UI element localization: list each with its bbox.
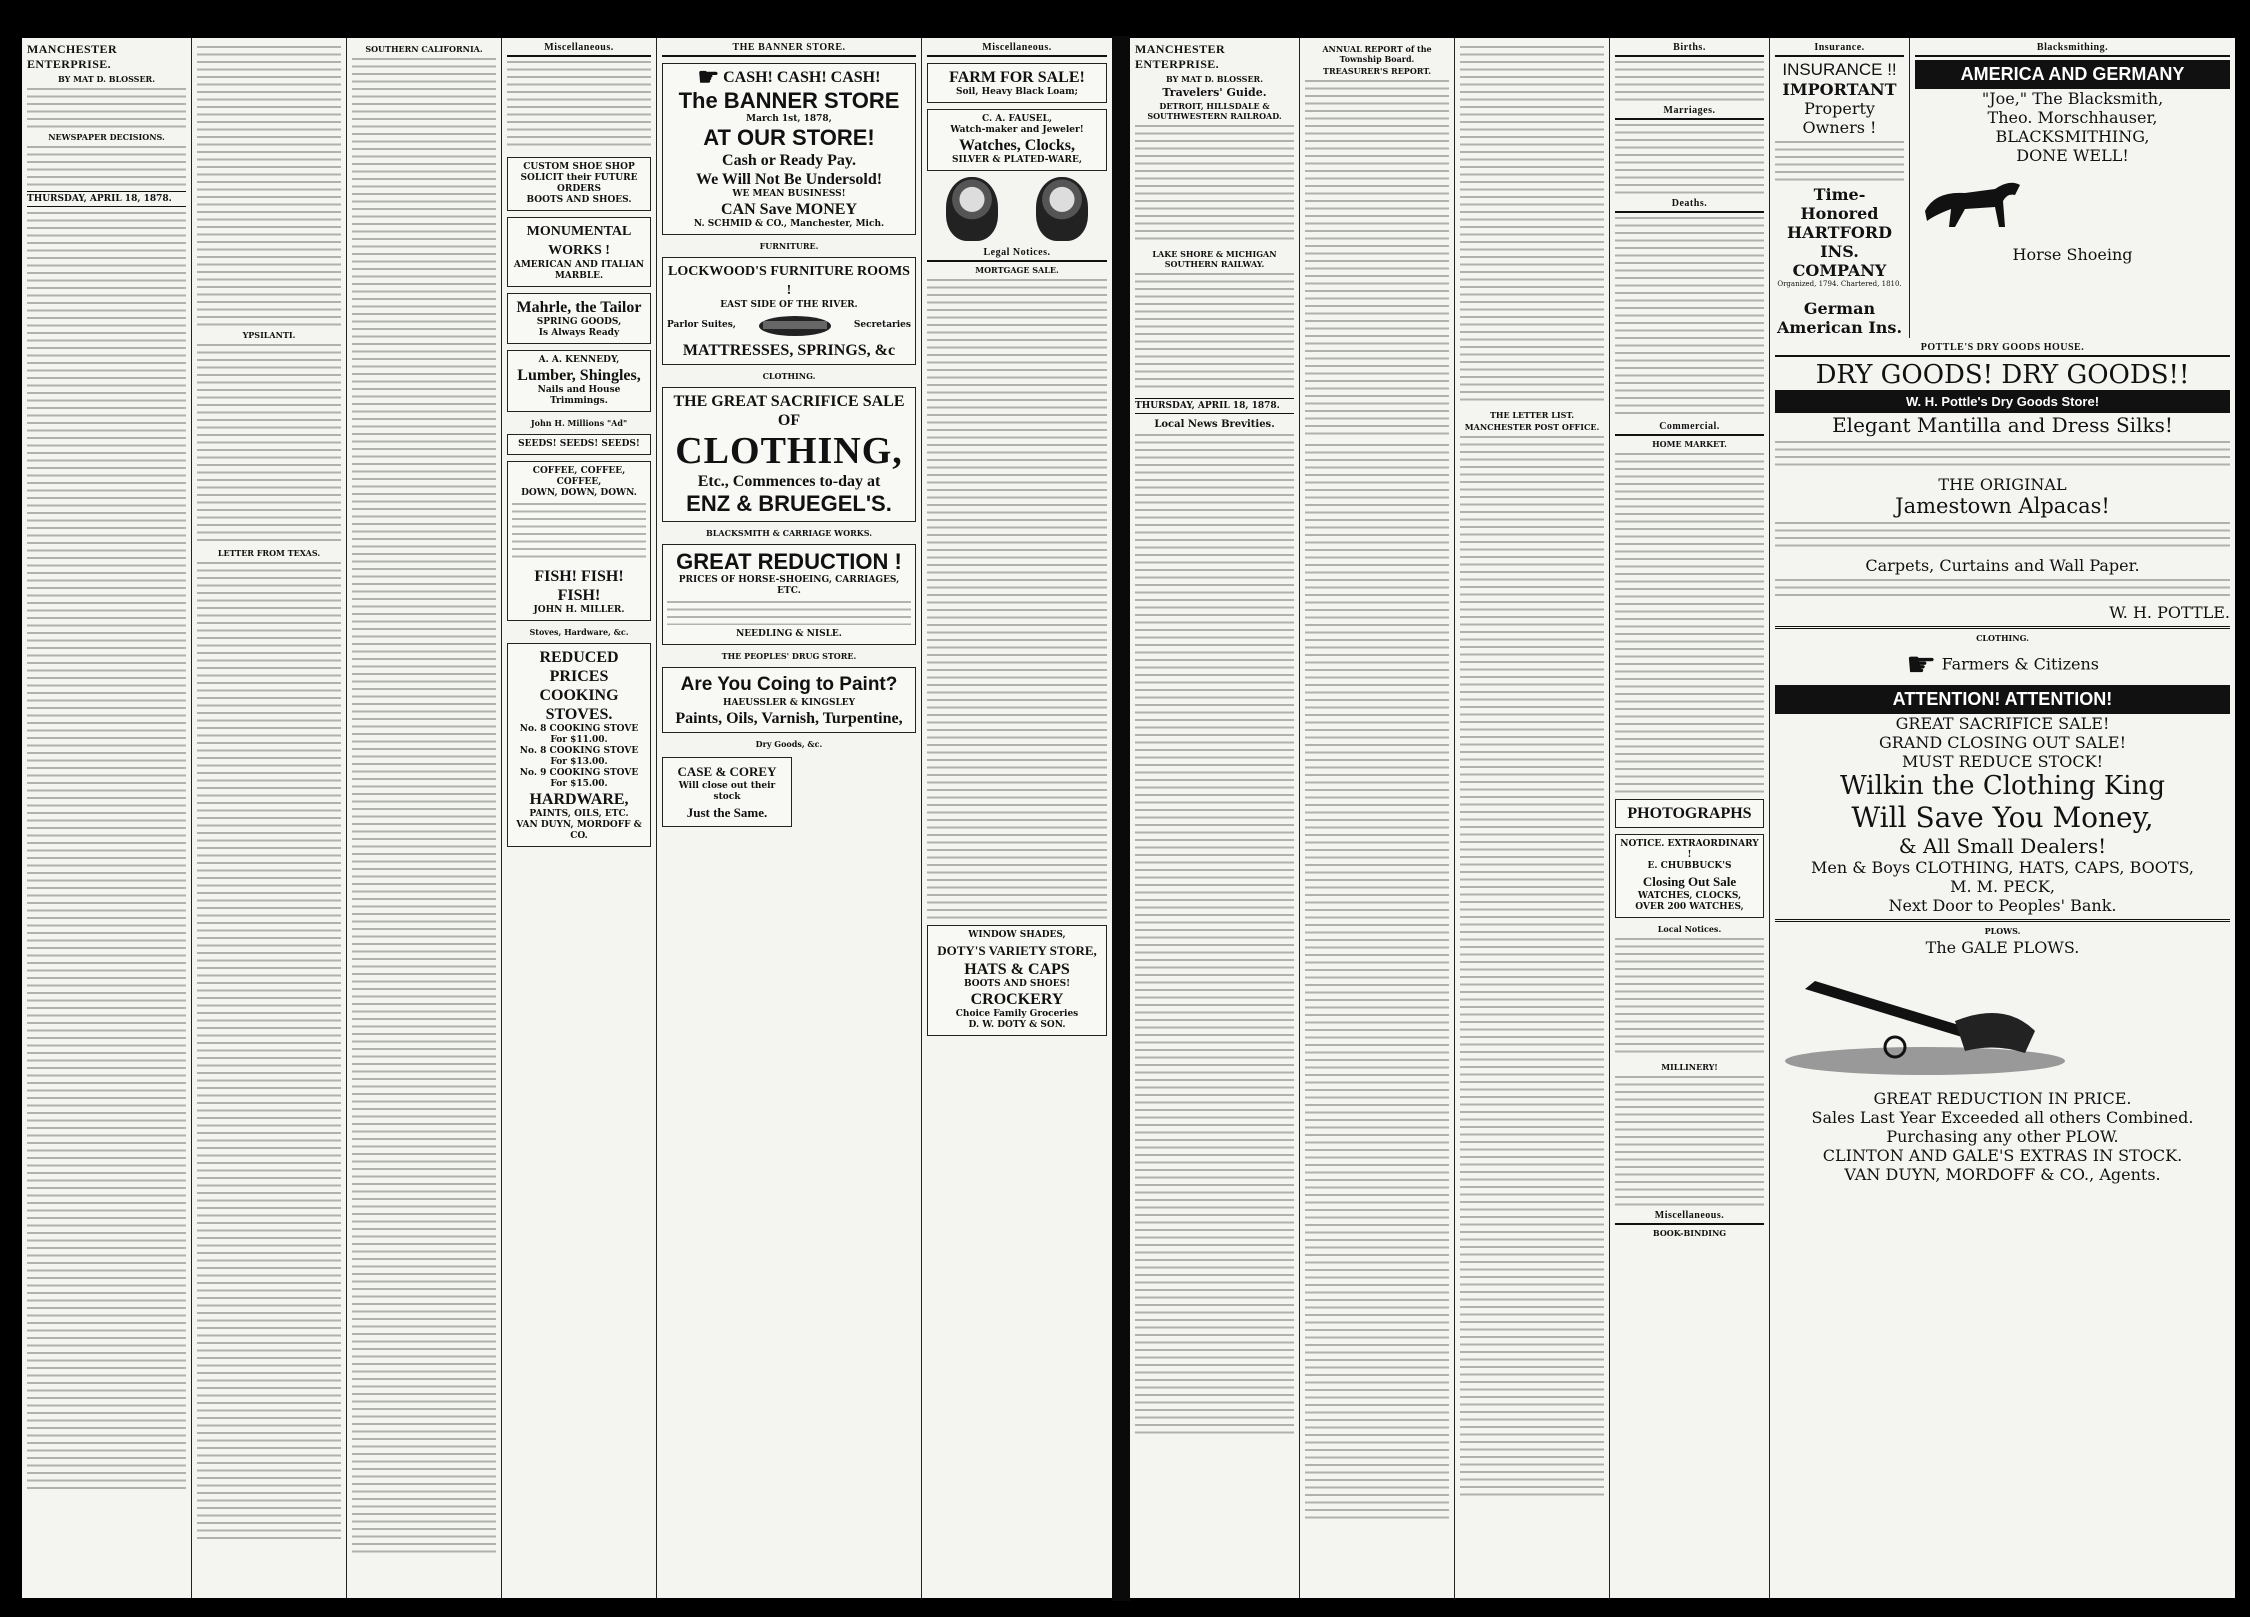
left-col-3 bbox=[347, 38, 502, 1598]
ad-title: Are You Coing to Paint? bbox=[680, 673, 898, 695]
market-text bbox=[1615, 453, 1764, 793]
portrait-engravings bbox=[927, 177, 1107, 241]
ad-text: EAST SIDE OF THE RIVER. bbox=[720, 299, 858, 310]
masthead: MANCHESTER ENTERPRISE. bbox=[27, 42, 118, 71]
ad-text: Nails and House Trimmings. bbox=[537, 385, 621, 406]
railway-heading: DETROIT, HILLSDALE & SOUTHWESTERN RAILROAD. bbox=[1147, 101, 1282, 121]
ad-text: Soil, Heavy Black Loam; bbox=[956, 87, 1078, 97]
ad-title: COFFEE, COFFEE, COFFEE, bbox=[532, 466, 626, 487]
stoves-ad bbox=[507, 643, 651, 847]
ad-sign: NEEDLING & NISLE. bbox=[736, 628, 842, 639]
ad-text: No. 9 COOKING STOVE bbox=[519, 768, 639, 778]
legal-text bbox=[927, 279, 1107, 919]
article-text bbox=[1615, 938, 1764, 1058]
ad-title: BLACKSMITHING, bbox=[1995, 127, 2150, 146]
ad-title: Mahrle, the Tailor bbox=[516, 299, 642, 316]
blacksmith-ad bbox=[662, 544, 916, 645]
monumental-ad bbox=[507, 217, 651, 287]
ad-sign: VAN DUYN, MORDOFF & CO. bbox=[516, 820, 642, 841]
article-text bbox=[27, 146, 186, 186]
pointing-hand-icon: ☛ bbox=[1905, 645, 1937, 685]
ad-title: LOCKWOOD'S FURNITURE ROOMS ! bbox=[668, 263, 910, 298]
ad-title: REDUCED PRICES bbox=[539, 649, 619, 685]
ad-text: For $15.00. bbox=[550, 779, 608, 789]
article-text bbox=[27, 88, 186, 128]
case-corey-ad bbox=[662, 757, 792, 827]
section-heading: YPSILANTI. bbox=[242, 330, 296, 340]
ad-text: Time-Honored bbox=[1800, 185, 1879, 223]
ad-text: Parlor Suites, bbox=[667, 320, 736, 331]
publisher: BY MAT D. BLOSSER. bbox=[58, 74, 155, 84]
ad-title: THE GREAT SACRIFICE SALE OF bbox=[673, 392, 905, 429]
section-heading: Local News Brevities. bbox=[1154, 419, 1275, 430]
ad-text: We Will Not Be Undersold! bbox=[695, 170, 883, 188]
section-heading: BOOK-BINDING bbox=[1652, 1228, 1727, 1238]
ad-text: E. CHUBBUCK'S bbox=[1647, 861, 1732, 871]
article-text bbox=[1615, 1076, 1764, 1206]
left-col-4 bbox=[502, 38, 657, 1598]
column-header: Blacksmithing. bbox=[1915, 42, 2230, 57]
ad-title: C. A. FAUSEL, bbox=[981, 114, 1053, 124]
ad-text: Theo. Morschhauser, bbox=[1987, 108, 2158, 127]
section-heading: CLOTHING. bbox=[762, 370, 816, 381]
ad-text bbox=[667, 601, 911, 625]
report-table bbox=[1305, 80, 1449, 440]
ad-text: CLINTON AND GALE'S EXTRAS IN STOCK. bbox=[1822, 1146, 2183, 1165]
right-col-3 bbox=[1455, 38, 1610, 1598]
ad-text: No. 8 COOKING STOVE bbox=[519, 746, 639, 756]
ad-text: HATS & CAPS bbox=[964, 961, 1070, 978]
section-heading: TREASURER'S REPORT. bbox=[1322, 66, 1431, 76]
timetable bbox=[1135, 125, 1294, 245]
left-col-1 bbox=[22, 38, 192, 1598]
ad-text: IMPORTANT bbox=[1782, 80, 1897, 99]
ad-text: Watch-maker and Jeweler! bbox=[950, 125, 1084, 135]
ad-title: Horse Shoeing bbox=[2012, 245, 2133, 264]
article-text bbox=[1615, 217, 1764, 417]
ad-text: DOWN, DOWN, DOWN. bbox=[521, 488, 637, 498]
ad-title: FISH! FISH! FISH! bbox=[534, 568, 624, 604]
section-heading: Dry Goods, &c. bbox=[755, 738, 823, 749]
date-line: THURSDAY, APRIL 18, 1878. bbox=[1135, 398, 1294, 414]
clothing-ad bbox=[662, 387, 916, 522]
tailor-ad bbox=[507, 293, 651, 344]
ad-title: STOVES. bbox=[545, 706, 613, 723]
ad-text: PAINTS, OILS, ETC. bbox=[529, 809, 629, 819]
ad-text bbox=[512, 503, 646, 563]
right-col-6 bbox=[1910, 38, 2235, 338]
section-heading: MORTGAGE SALE. bbox=[975, 265, 1059, 275]
timetable bbox=[1135, 273, 1294, 393]
right-col-4 bbox=[1610, 38, 1770, 1598]
right-col-5 bbox=[1770, 38, 1910, 338]
ad-title: AT OUR STORE! bbox=[703, 124, 875, 150]
ad-title: German American Ins. bbox=[1776, 299, 1903, 337]
section-heading: THE LETTER LIST. bbox=[1489, 410, 1575, 420]
ad-text: SILVER & PLATED-WARE, bbox=[951, 155, 1083, 165]
ad-title: Will Save You Money, bbox=[1851, 801, 2154, 834]
section-heading: Travelers' Guide. bbox=[1162, 86, 1267, 99]
ad-title: MONUMENTAL WORKS ! bbox=[526, 224, 632, 258]
horse-icon bbox=[1915, 171, 2035, 235]
article-text bbox=[1305, 444, 1449, 1524]
railway-heading: LAKE SHORE & MICHIGAN SOUTHERN RAILWAY. bbox=[1152, 249, 1277, 269]
ad-text: WINDOW SHADES, bbox=[968, 930, 1066, 940]
ad-text: Men & Boys CLOTHING, HATS, CAPS, BOOTS, bbox=[1810, 858, 2195, 877]
pointing-hand-icon: ☛ bbox=[697, 64, 720, 91]
article-text bbox=[1460, 46, 1604, 406]
column-header: Deaths. bbox=[1615, 198, 1764, 213]
ad-heading: John H. Millions "Ad" bbox=[530, 418, 628, 428]
ad-title: GREAT SACRIFICE SALE! bbox=[1895, 714, 2110, 733]
article-text bbox=[352, 58, 496, 1558]
left-col-5 bbox=[657, 38, 922, 1598]
ad-sign: W. H. POTTLE. bbox=[2109, 603, 2230, 622]
section-heading: FURNITURE. bbox=[759, 240, 819, 251]
ad-title: The BANNER STORE bbox=[678, 87, 900, 113]
section-heading: HOME MARKET. bbox=[1652, 439, 1727, 449]
portrait-image bbox=[1036, 177, 1088, 241]
ad-title: Elegant Mantilla and Dress Silks! bbox=[1832, 413, 2173, 437]
date-line: THURSDAY, APRIL 18, 1878. bbox=[27, 191, 186, 207]
article-text bbox=[1615, 61, 1764, 101]
ad-title: W. H. Pottle's Dry Goods Store! bbox=[1775, 390, 2230, 413]
article-text bbox=[1460, 436, 1604, 1496]
doty-ad bbox=[927, 925, 1107, 1036]
section-heading: MANCHESTER POST OFFICE. bbox=[1464, 422, 1600, 432]
article-text bbox=[197, 562, 341, 1542]
right-wide-ads bbox=[1770, 338, 2235, 1598]
ad-sign: N. SCHMID & CO., Manchester, Mich. bbox=[693, 218, 885, 229]
drug-store-ad bbox=[662, 667, 916, 733]
ad-text: MATTRESSES, SPRINGS, &c bbox=[682, 341, 896, 359]
ad-text bbox=[507, 61, 651, 151]
section-heading: NEWSPAPER DECISIONS. bbox=[48, 132, 165, 142]
ad-sign: VAN DUYN, MORDOFF & CO., Agents. bbox=[1844, 1165, 2161, 1184]
ad-title: ATTENTION! ATTENTION! bbox=[1775, 685, 2230, 714]
column-header: THE BANNER STORE. bbox=[662, 42, 916, 57]
left-col-2 bbox=[192, 38, 347, 1598]
ad-text: Just the Same. bbox=[686, 804, 768, 820]
ad-title: PHOTOGRAPHS bbox=[1627, 805, 1752, 822]
ad-title: GREAT REDUCTION IN PRICE. bbox=[1873, 1089, 2132, 1108]
ad-date: March 1st, 1878, bbox=[746, 113, 832, 124]
ad-text bbox=[1775, 141, 1904, 181]
column-header: Commercial. bbox=[1615, 421, 1764, 436]
ad-text: Closing Out Sale bbox=[1642, 874, 1737, 889]
seeds-ad bbox=[507, 434, 651, 455]
ad-title: GREAT REDUCTION ! bbox=[676, 548, 902, 574]
ad-text: Choice Family Groceries bbox=[955, 1009, 1079, 1019]
ad-text: BOOTS AND SHOES! bbox=[963, 979, 1071, 989]
left-col-6 bbox=[922, 38, 1112, 1598]
column-header: Births. bbox=[1615, 42, 1764, 57]
column-header: POTTLE'S DRY GOODS HOUSE. bbox=[1775, 342, 2230, 357]
article-text bbox=[1135, 434, 1294, 1434]
farm-ad bbox=[927, 63, 1107, 103]
ad-text: Purchasing any other PLOW. bbox=[1886, 1127, 2119, 1146]
ad-title: DRY GOODS! DRY GOODS!! bbox=[1815, 360, 2190, 390]
section-heading: BLACKSMITH & CARRIAGE WORKS. bbox=[706, 527, 872, 538]
ad-title: HARTFORD INS. COMPANY bbox=[1787, 223, 1892, 280]
left-page bbox=[22, 38, 1112, 1598]
ad-text: Watches, Clocks, bbox=[959, 137, 1075, 154]
ad-text: HAEUSSLER & KINGSLEY bbox=[722, 697, 856, 708]
article-text bbox=[197, 46, 341, 326]
ad-title: & All Small Dealers! bbox=[1898, 834, 2107, 858]
section-heading: Stoves, Hardware, &c. bbox=[529, 627, 629, 637]
fausel-ad bbox=[927, 109, 1107, 171]
ad-title: DOTY'S VARIETY STORE, bbox=[937, 943, 1097, 958]
ad-text: Paints, Oils, Varnish, Turpentine, bbox=[675, 709, 903, 727]
article-text bbox=[1615, 124, 1764, 194]
banner-store-ad bbox=[662, 63, 916, 235]
ad-sign: D. W. DOTY & SON. bbox=[968, 1020, 1066, 1030]
ad-sign: M. M. PECK, bbox=[1950, 877, 2055, 896]
ad-text bbox=[1775, 522, 2230, 552]
section-heading: Local Notices. bbox=[1657, 924, 1722, 934]
ad-title: CLOTHING, bbox=[675, 429, 903, 472]
ad-text: For $13.00. bbox=[550, 757, 608, 767]
column-header: Miscellaneous. bbox=[927, 42, 1107, 57]
ad-text: CROCKERY bbox=[970, 991, 1064, 1008]
ad-title: FARM FOR SALE! bbox=[949, 69, 1085, 86]
lumber-ad bbox=[507, 350, 651, 412]
section-heading: SOUTHERN CALIFORNIA. bbox=[365, 44, 483, 54]
ad-title: COOKING bbox=[539, 687, 619, 704]
ad-text: For $11.00. bbox=[550, 735, 608, 745]
ad-text bbox=[1775, 441, 2230, 471]
ad-title bbox=[667, 64, 911, 91]
ad-text: Etc., Commences to-day at bbox=[697, 472, 881, 490]
plow-icon bbox=[1775, 961, 2075, 1081]
column-header: Miscellaneous. bbox=[1615, 1210, 1764, 1225]
ad-text: Next Door to Peoples' Bank. bbox=[1888, 896, 2117, 915]
ad-text: AMERICAN AND ITALIAN MARBLE. bbox=[513, 260, 645, 281]
ad-text: SPRING GOODS, bbox=[536, 317, 622, 327]
section-heading: CLOTHING. bbox=[1976, 633, 2029, 643]
ad-title: SEEDS! SEEDS! SEEDS! bbox=[518, 439, 640, 449]
ad-text: "Joe," The Blacksmith, bbox=[1981, 89, 2164, 108]
ad-text: PRICES OF HORSE-SHOEING, CARRIAGES, ETC. bbox=[678, 574, 900, 596]
section-heading: LETTER FROM TEXAS. bbox=[217, 548, 321, 558]
ad-title: CASE & COREY bbox=[677, 763, 777, 779]
article-text bbox=[197, 344, 341, 544]
ad-text: Is Always Ready bbox=[538, 328, 620, 338]
ad-text: Carpets, Curtains and Wall Paper. bbox=[1865, 556, 2140, 575]
ad-text: THE ORIGINAL bbox=[1938, 475, 2067, 494]
photographs-ad bbox=[1615, 799, 1764, 828]
ad-text: Organized, 1794. Chartered, 1810. bbox=[1777, 280, 1902, 288]
portrait-image bbox=[946, 177, 998, 241]
cash-text: CASH! CASH! CASH! bbox=[723, 69, 881, 86]
column-header: Insurance. bbox=[1775, 42, 1904, 57]
ad-title: CUSTOM SHOE SHOP bbox=[523, 162, 635, 172]
ad-text: Secretaries bbox=[853, 320, 911, 331]
right-page bbox=[1130, 38, 2235, 1598]
ad-text: CAN Save MONEY bbox=[721, 200, 857, 218]
publisher: BY MAT D. BLOSSER. bbox=[1166, 74, 1263, 84]
column-header: Legal Notices. bbox=[927, 247, 1107, 262]
ad-text: WATCHES, CLOCKS, bbox=[1637, 891, 1742, 901]
ad-text: DONE WELL! bbox=[2016, 146, 2129, 165]
shoe-shop-ad bbox=[507, 157, 651, 211]
ad-text: Cash or Ready Pay. bbox=[722, 151, 856, 169]
ad-title: The GALE PLOWS. bbox=[1925, 938, 2080, 957]
section-heading: THE PEOPLES' DRUG STORE. bbox=[721, 650, 857, 661]
ad-text: Lumber, Shingles, bbox=[517, 367, 641, 384]
furniture-ad bbox=[662, 257, 916, 365]
ad-title: INSURANCE !! bbox=[1782, 60, 1897, 79]
ad-text: BOOTS AND SHOES. bbox=[526, 195, 632, 205]
ad-sign: ENZ & BRUEGEL'S. bbox=[686, 490, 892, 516]
article-text bbox=[27, 212, 186, 1492]
ad-text: SOLICIT their FUTURE ORDERS bbox=[520, 173, 638, 194]
coffee-ad bbox=[507, 461, 651, 621]
section-heading: ANNUAL REPORT of the Township Board. bbox=[1322, 44, 1432, 64]
ad-text: Sales Last Year Exceeded all others Combined. bbox=[1811, 1108, 2194, 1127]
ad-title: A. A. KENNEDY, bbox=[538, 355, 620, 365]
chubbuck-ad bbox=[1615, 834, 1764, 918]
ad-text: Farmers & Citizens bbox=[1941, 654, 2099, 674]
right-col-2 bbox=[1300, 38, 1455, 1598]
ad-text: OVER 200 WATCHES, bbox=[1635, 902, 1744, 912]
ad-text bbox=[1775, 579, 2230, 599]
ad-title: AMERICA AND GERMANY bbox=[1915, 60, 2230, 89]
ad-sign: JOHN H. MILLER. bbox=[533, 605, 625, 615]
ad-title: NOTICE. EXTRAORDINARY ! bbox=[1620, 839, 1759, 860]
coffin-icon bbox=[755, 311, 835, 341]
ad-text: WE MEAN BUSINESS! bbox=[732, 188, 846, 199]
section-heading: MILLINERY! bbox=[1661, 1062, 1718, 1072]
ad-title: MUST REDUCE STOCK! bbox=[1901, 752, 2103, 771]
ad-title: Jamestown Alpacas! bbox=[1895, 494, 2110, 518]
ad-text: GRAND CLOSING OUT SALE! bbox=[1878, 733, 2127, 752]
ad-text: No. 8 COOKING STOVE bbox=[519, 724, 639, 734]
masthead: MANCHESTER ENTERPRISE. bbox=[1135, 42, 1226, 71]
ad-title: Property Owners ! bbox=[1802, 99, 1877, 137]
column-header: Miscellaneous. bbox=[507, 42, 651, 57]
ad-title: Wilkin the Clothing King bbox=[1840, 771, 2165, 801]
ad-text: Will close out their stock bbox=[678, 780, 776, 802]
section-heading: PLOWS. bbox=[1984, 926, 2021, 936]
ad-title: HARDWARE, bbox=[529, 791, 629, 808]
page-spine bbox=[1112, 36, 1130, 1601]
column-header: Marriages. bbox=[1615, 105, 1764, 120]
right-col-1 bbox=[1130, 38, 1300, 1598]
